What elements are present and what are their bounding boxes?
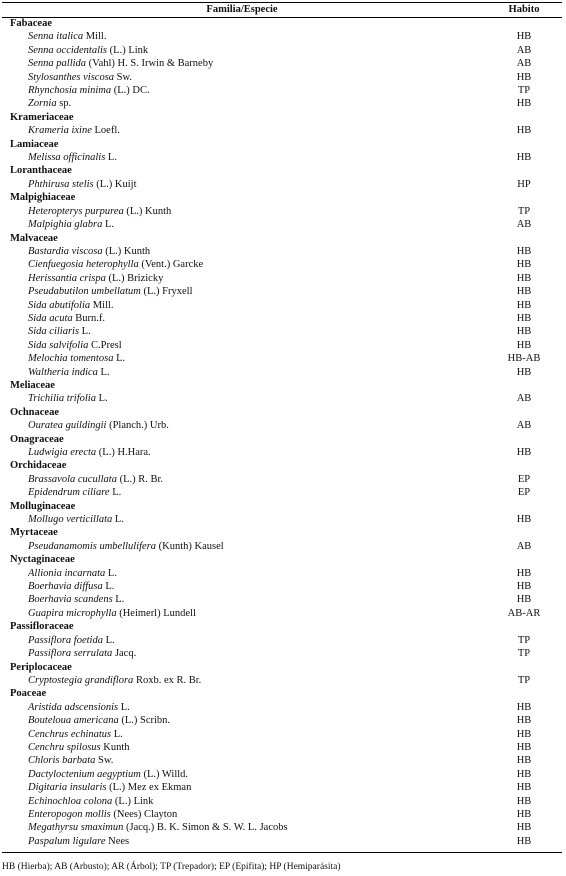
species-name: Senna pallida — [28, 58, 87, 70]
habit-code: HB — [516, 71, 532, 83]
family-row — [0, 111, 566, 124]
habit-code: HB — [516, 286, 532, 298]
species-author: (L.) H.Hara. — [96, 447, 151, 458]
species-row — [0, 366, 566, 379]
species-author: (L.) R. Br. — [116, 473, 164, 485]
family-row — [0, 138, 566, 151]
species-name: Cenchru spilosus — [28, 741, 101, 753]
family-row — [0, 661, 566, 674]
species-row — [0, 634, 566, 647]
species-name: Aristida adscensionis — [28, 701, 119, 713]
species-row — [0, 473, 566, 486]
family-row — [0, 459, 566, 472]
habit-code: TP — [517, 634, 531, 646]
species-row — [0, 392, 566, 405]
species-author: Mill. — [83, 31, 107, 43]
species-row — [0, 272, 566, 285]
species-name: Pseudabutilon umbellatum — [28, 286, 141, 298]
family-name: Orchidaceae — [10, 460, 67, 472]
table-bottom-rule — [2, 852, 562, 853]
species-row — [0, 714, 566, 727]
species-name: Passiflora foetida — [28, 634, 103, 646]
species-row — [0, 607, 566, 620]
habit-code: HB — [516, 312, 532, 324]
species-row — [0, 701, 566, 714]
habit-code: HB — [516, 339, 532, 351]
species-row — [0, 57, 566, 70]
family-name: Nyctaginaceae — [10, 554, 75, 566]
species-name: Sida salvifolia — [28, 339, 89, 351]
species-author: Nees — [105, 835, 130, 847]
habit-code: HB — [516, 822, 532, 834]
species-row — [0, 446, 566, 459]
habit-code: AB — [516, 219, 532, 231]
species-row — [0, 419, 566, 432]
habit-code: HB-AB — [507, 353, 541, 365]
habit-code: TP — [517, 648, 531, 660]
habit-code: HB — [516, 768, 532, 780]
species-row — [0, 593, 566, 606]
species-name: Dactyloctenium aegyptium — [28, 768, 141, 780]
species-name: Echinochloa colona — [28, 795, 113, 807]
species-author: Mill. — [90, 299, 114, 311]
species-author: L. — [95, 393, 108, 405]
species-name: Cenchrus echinatus — [28, 728, 112, 740]
family-row — [0, 687, 566, 700]
species-row — [0, 258, 566, 271]
habit-code: HB — [516, 366, 532, 378]
species-name: Melissa officinalis — [28, 152, 106, 164]
species-author: L. — [79, 326, 91, 338]
species-author: Jacq. — [112, 648, 137, 660]
species-name: Melochia tomentosa — [28, 353, 114, 365]
species-name: Cryptostegia grandiflora — [28, 674, 134, 686]
species-author: L. — [118, 701, 130, 713]
habit-code: HB — [516, 755, 532, 767]
species-author: (L.) Link — [107, 44, 149, 56]
header-habit: Habito — [508, 4, 540, 15]
habit-code: HB — [516, 715, 532, 727]
species-author: (Heimerl) Lundell — [116, 607, 196, 619]
species-author: (Kunth) Kausel — [156, 540, 224, 552]
species-author: sp. — [56, 98, 72, 110]
species-row — [0, 835, 566, 848]
family-name: Meliaceae — [10, 379, 55, 391]
habit-code: EP — [517, 487, 531, 499]
species-row — [0, 728, 566, 741]
species-author: Kunth — [100, 741, 130, 753]
habit-code: AB — [516, 540, 532, 552]
species-row — [0, 567, 566, 580]
family-name: Passifloraceae — [10, 621, 74, 633]
family-name: Myrtaceae — [10, 527, 58, 539]
species-author: L. — [111, 728, 123, 740]
habit-code: AB — [516, 44, 532, 56]
species-name: Ludwigia erecta — [28, 447, 97, 458]
habit-code: HP — [517, 178, 531, 190]
species-row — [0, 808, 566, 821]
species-name: Krameria ixine — [28, 125, 92, 137]
species-author: L. — [105, 567, 117, 579]
family-name: Molluginaceae — [10, 500, 76, 512]
species-name: Guapira microphylla — [28, 607, 117, 619]
species-name: Sida acuta — [28, 312, 73, 324]
family-row — [0, 553, 566, 566]
family-row — [0, 379, 566, 392]
habit-code: HB — [516, 152, 532, 164]
species-row — [0, 245, 566, 258]
family-name: Periplocaceae — [10, 661, 72, 673]
family-row — [0, 526, 566, 539]
habit-code: HB — [516, 701, 532, 713]
family-row — [0, 433, 566, 446]
species-author: (L.) Mez ex Ekman — [106, 782, 192, 794]
habit-code: TP — [517, 85, 531, 97]
species-author: L. — [113, 353, 126, 365]
species-author: L. — [97, 366, 110, 378]
species-name: Digitaria insularis — [28, 782, 107, 794]
species-author: (L.) Brizicky — [105, 272, 164, 284]
habit-code: HB — [516, 581, 532, 593]
species-author: L. — [112, 594, 125, 606]
habit-code: HB — [516, 741, 532, 753]
habit-code: HB — [516, 259, 532, 271]
species-author: (L.) DC. — [111, 85, 150, 97]
species-name: Stylosanthes viscosa — [28, 71, 115, 83]
species-name: Ouratea guildingii — [28, 420, 107, 432]
species-row — [0, 741, 566, 754]
species-row — [0, 781, 566, 794]
species-author: (L.) Kunth — [102, 245, 151, 257]
species-name: Cienfuegosia heterophylla — [28, 259, 139, 271]
species-row — [0, 71, 566, 84]
species-name: Passiflora serrulata — [28, 648, 113, 660]
species-author: (L.) Kuijt — [93, 178, 137, 190]
species-row — [0, 151, 566, 164]
species-row — [0, 97, 566, 110]
family-name: Onagraceae — [10, 433, 64, 445]
family-name: Malvaceae — [10, 232, 58, 244]
species-name: Paspalum ligulare — [28, 835, 106, 847]
family-name: Fabaceae — [10, 18, 52, 29]
species-name: Waltheria indica — [28, 366, 98, 378]
species-row — [0, 84, 566, 97]
habit-code: HB — [516, 272, 532, 284]
species-author: (Vent.) Garcke — [138, 259, 204, 271]
habit-code: AB — [516, 393, 532, 405]
habit-code: AB — [516, 420, 532, 432]
species-row — [0, 795, 566, 808]
habit-code: HB — [516, 31, 532, 43]
species-name: Chloris barbata — [28, 755, 96, 767]
footnote: HB (Hierba); AB (Arbusto); AR (Árbol); TP (Trepador); EP (Epífita); HP (Hemiparásita) — [2, 862, 341, 872]
species-author: (Nees) Clayton — [110, 808, 178, 820]
species-name: Brassavola cucullata — [28, 473, 117, 485]
species-name: Phthirusa stelis — [28, 178, 94, 190]
habit-code: HB — [516, 782, 532, 794]
species-row — [0, 821, 566, 834]
family-name: Loranthaceae — [10, 165, 72, 177]
table-header — [0, 3, 566, 18]
habit-code: HB — [516, 808, 532, 820]
species-name: Boerhavia scandens — [28, 594, 113, 606]
habit-code: HB — [516, 98, 532, 110]
species-row — [0, 580, 566, 593]
habit-code: HB — [516, 594, 532, 606]
species-author: (L.) Scribn. — [118, 715, 171, 727]
table-body — [0, 17, 566, 848]
species-author: (L.) Kunth — [123, 205, 172, 217]
species-author: (L.) Link — [112, 795, 154, 807]
species-name: Sida abutifolia — [28, 299, 91, 311]
habit-code: TP — [517, 674, 531, 686]
species-author: L. — [102, 581, 115, 593]
species-row — [0, 754, 566, 767]
species-author: (L.) Fryxell — [140, 286, 193, 298]
species-row — [0, 486, 566, 499]
species-author: (Jacq.) B. K. Simon & S. W. L. Jacobs — [123, 822, 288, 834]
species-name: Boerhavia diffusa — [28, 581, 103, 593]
habit-code: TP — [517, 205, 531, 217]
family-row — [0, 500, 566, 513]
species-author: C.Presl — [88, 339, 122, 351]
species-author: L. — [112, 514, 124, 526]
habit-code: AB-AR — [507, 607, 541, 619]
species-author: L. — [105, 152, 117, 164]
habit-code: HB — [516, 514, 532, 526]
species-name: Allionia incarnata — [28, 567, 106, 579]
species-author: (Vahl) H. S. Irwin & Barneby — [86, 58, 214, 70]
species-row — [0, 124, 566, 137]
family-row — [0, 164, 566, 177]
species-name: Sida ciliaris — [28, 326, 80, 338]
habit-code: HB — [516, 125, 532, 137]
species-name: Megathyrsu smaximun — [28, 822, 124, 834]
family-row — [0, 620, 566, 633]
header-taxon: Familia/Especie — [206, 4, 278, 15]
species-row — [0, 312, 566, 325]
species-author: Sw. — [114, 71, 133, 83]
species-row — [0, 205, 566, 218]
species-name: Senna italica — [28, 31, 84, 43]
habit-code: HB — [516, 299, 532, 311]
species-name: Mollugo verticillata — [28, 514, 113, 526]
species-author: Burn.f. — [72, 312, 105, 324]
species-author: Roxb. ex R. Br. — [133, 674, 202, 686]
family-name: Lamiaceae — [10, 138, 59, 150]
species-name: Trichilia trifolia — [28, 393, 96, 405]
species-author: (L.) Willd. — [140, 768, 189, 780]
species-row — [0, 647, 566, 660]
habit-code: EP — [517, 473, 531, 485]
family-row — [0, 232, 566, 245]
species-row — [0, 768, 566, 781]
species-name: Rhynchosia minima — [28, 85, 112, 97]
species-row — [0, 339, 566, 352]
species-name: Epidendrum ciliare — [28, 487, 110, 499]
habit-code: HB — [516, 447, 532, 458]
species-author: L. — [109, 487, 122, 499]
habit-code: HB — [516, 835, 532, 847]
species-row — [0, 218, 566, 231]
species-row — [0, 325, 566, 338]
family-name: Ochnaceae — [10, 406, 59, 418]
family-name: Krameriaceae — [10, 111, 74, 123]
family-name: Malpighiaceae — [10, 192, 76, 204]
habit-code: HB — [516, 728, 532, 740]
species-row — [0, 674, 566, 687]
species-row — [0, 30, 566, 43]
species-author: L. — [102, 634, 115, 646]
species-name: Bouteloua americana — [28, 715, 119, 727]
habit-code: HB — [516, 567, 532, 579]
species-name: Enteropogon mollis — [28, 808, 111, 820]
species-name: Senna occidentalis — [28, 44, 108, 56]
habit-code: HB — [516, 245, 532, 257]
species-row — [0, 178, 566, 191]
family-row — [0, 191, 566, 204]
species-author: Loefl. — [91, 125, 120, 137]
species-author: Sw. — [95, 755, 114, 767]
habit-code: HB — [516, 326, 532, 338]
family-row — [0, 406, 566, 419]
species-name: Malpighia glabra — [28, 219, 103, 231]
species-row — [0, 285, 566, 298]
species-name: Herissantia crispa — [28, 272, 106, 284]
family-name: Poaceae — [10, 688, 47, 700]
species-row — [0, 299, 566, 312]
habit-code: HB — [516, 795, 532, 807]
species-row — [0, 513, 566, 526]
family-row — [0, 17, 566, 30]
species-name: Heteropterys purpurea — [28, 205, 124, 217]
species-row — [0, 352, 566, 365]
species-row — [0, 540, 566, 553]
habit-code: AB — [516, 58, 532, 70]
species-author: (Planch.) Urb. — [106, 420, 169, 432]
species-row — [0, 44, 566, 57]
species-name: Zornia — [28, 98, 57, 110]
species-name: Pseudanamomis umbellulifera — [28, 540, 157, 552]
species-author: L. — [102, 219, 115, 231]
species-name: Bastardia viscosa — [28, 245, 103, 257]
